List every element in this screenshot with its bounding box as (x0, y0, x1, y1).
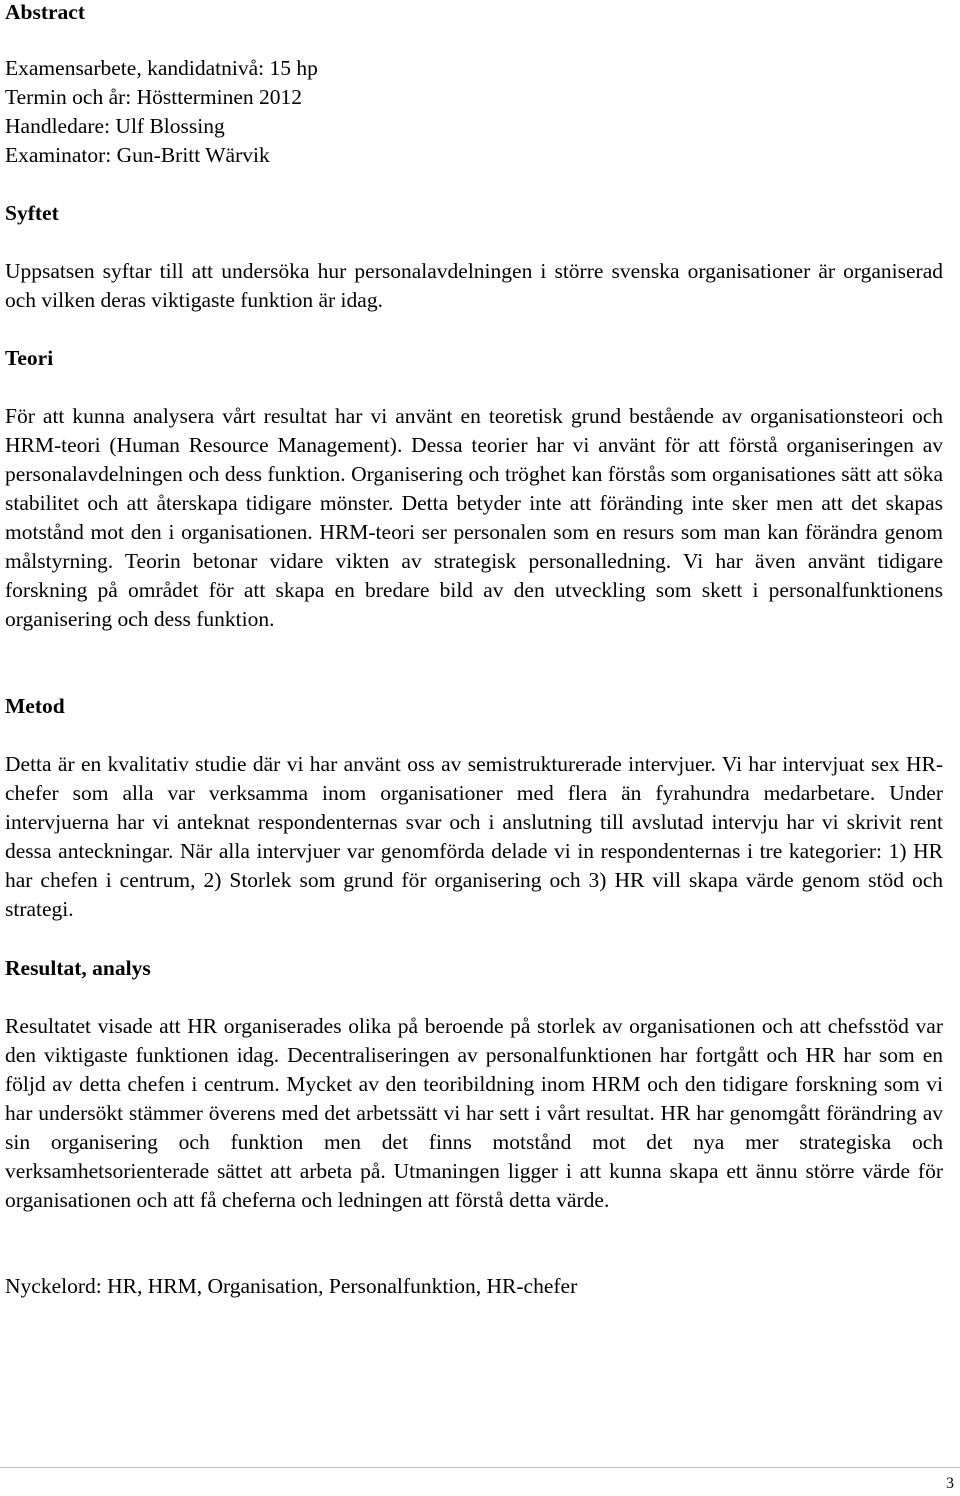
metod-paragraph: Detta är en kvalitativ studie där vi har använt oss av semistrukturerade intervjuer. Vi har intervjuat sex HR-chefer som alla var verksamma inom organisationer med flera än fyrahundra medarbetare. Under intervjuerna har vi anteknat respondenternas svar och i anslutning till avslutad intervju har vi skrivit rent dessa anteckningar. När alla intervjuer var genomförda delade vi in respondenternas i tre kategorier: 1) HR har chefen i centrum, 2) Storlek som grund för organisering och 3) HR vill skapa värde genom stöd och strategi. (5, 752, 943, 921)
meta-level: Examensarbete, kandidatnivå: 15 hp (5, 56, 318, 80)
keywords-line: Nyckelord: HR, HRM, Organisation, Personalfunktion, HR-chefer (5, 1274, 578, 1298)
meta-block (5, 54, 318, 170)
teori-paragraph: För att kunna analysera vårt resultat har vi använt en teoretisk grund bestående av organisationsteori och HRM-teori (Human Resource Management). Dessa teorier har vi använt för att förstå organiseringen av personalavdelningen och dess funktion. Organisering och tröghet kan förstås som organisationes sätt att söka stabilitet och att återskapa tidigare mönster. Detta betyder inte att föränding inte sker men att det skapas motstånd mot den i organisationen. HRM-teori ser personalen som en resurs som man kan förändra genom målstyrning. Teorin betonar vidare vikten av strategisk personalledning. Vi har även använt tidigare forskning på området för att skapa en bredare bild av den utveckling som skett i personalfunktionens organisering och dess funktion. (5, 404, 943, 631)
resultat-section (5, 954, 151, 983)
syftet-section (5, 199, 59, 228)
metod-heading: Metod (5, 694, 65, 718)
teori-heading: Teori (5, 346, 54, 370)
meta-supervisor: Handledare: Ulf Blossing (5, 114, 225, 138)
metod-section (5, 692, 65, 721)
resultat-heading: Resultat, analys (5, 956, 151, 980)
syftet-paragraph: Uppsatsen syftar till att undersöka hur personalavdelningen i större svenska organisationer är organiserad och vilken deras viktigaste funktion är idag. (5, 259, 943, 312)
syftet-heading: Syftet (5, 201, 59, 225)
meta-term: Termin och år: Höstterminen 2012 (5, 85, 303, 109)
meta-examiner: Examinator: Gun-Britt Wärvik (5, 143, 270, 167)
footer-divider (0, 1467, 960, 1468)
teori-section (5, 344, 53, 373)
page-number: 3 (946, 1475, 954, 1492)
resultat-paragraph: Resultatet visade att HR organiserades olika på beroende på storlek av organisationen och att chefsstöd var den viktigaste funktionen idag. Decentraliseringen av personalfunktionen har fortgått och HR har som en följd av detta chefen i centrum. Mycket av den teoribildning inom HRM och den tidigare forskning som vi har undersökt stämmer överens med det arbetssätt vi har sett i vårt resultat. HR har genomgått förändring av sin organisering och funktion men det finns motstånd mot det nya mer strategiska och verksamhetsorienterade sättet att arbeta på. Utmaningen ligger i att kunna skapa ett ännu större värde för organisationen och att få cheferna och ledningen att förstå detta värde. (5, 1014, 943, 1212)
abstract-heading: Abstract (5, 0, 86, 24)
